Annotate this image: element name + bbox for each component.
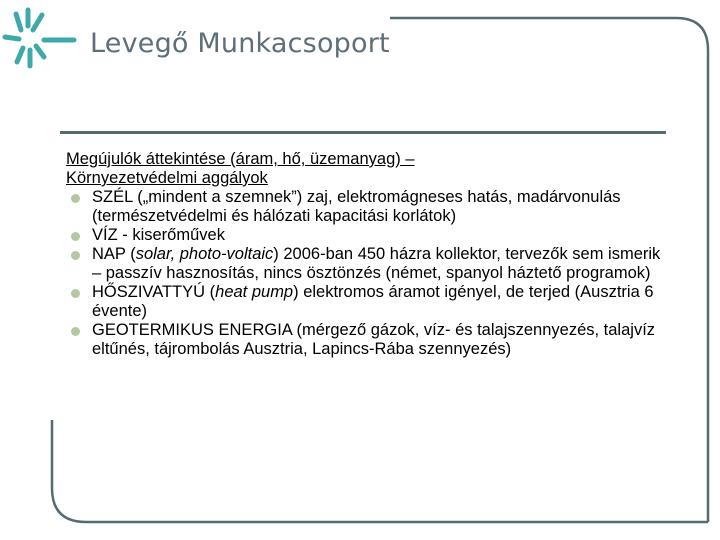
title-divider xyxy=(60,131,666,134)
sunburst-logo-icon xyxy=(2,4,82,74)
bullet-heat-pump: HŐSZIVATTYÚ (heat pump) elektromos áramot igényel, de terjed (Ausztria 6 évente) xyxy=(66,283,666,321)
heading-line-2: Környezetvédelmi aggályok xyxy=(66,169,268,187)
organization-name: Levegő Munkacsoport xyxy=(90,28,390,59)
bullet-geothermal: GEOTERMIKUS ENERGIA (mérgező gázok, víz- és talajszennyezés, talajvíz eltűnés, tájrombolás Ausztria, Lapincs-Rába szennyezés) xyxy=(66,321,666,359)
bullet-wind: SZÉL („mindent a szemnek”) zaj, elektromágneses hatás, madárvonulás (természetvédelmi és hálózati kapacitási korlátok) xyxy=(66,188,666,226)
bullet-water: VÍZ - kiserőművek xyxy=(66,226,666,245)
bullet-dot-icon xyxy=(71,289,80,298)
frame-left-bottom-line xyxy=(52,420,708,522)
slide-heading xyxy=(66,150,666,188)
bullet-dot-icon xyxy=(71,251,80,260)
bullet-dot-icon xyxy=(71,327,80,336)
heading-line-1: Megújulók áttekintése (áram, hő, üzemanyag) – xyxy=(66,150,415,168)
bullet-list xyxy=(66,188,666,359)
bullet-solar: NAP (solar, photo-voltaic) 2006-ban 450 házra kollektor, tervezők sem ismerik – passzív hasznosítás, nincs ösztönzés (német, spanyol háztető programok) xyxy=(66,245,666,283)
slide-content xyxy=(66,150,666,359)
bullet-dot-icon xyxy=(71,194,80,203)
bullet-dot-icon xyxy=(71,232,80,241)
